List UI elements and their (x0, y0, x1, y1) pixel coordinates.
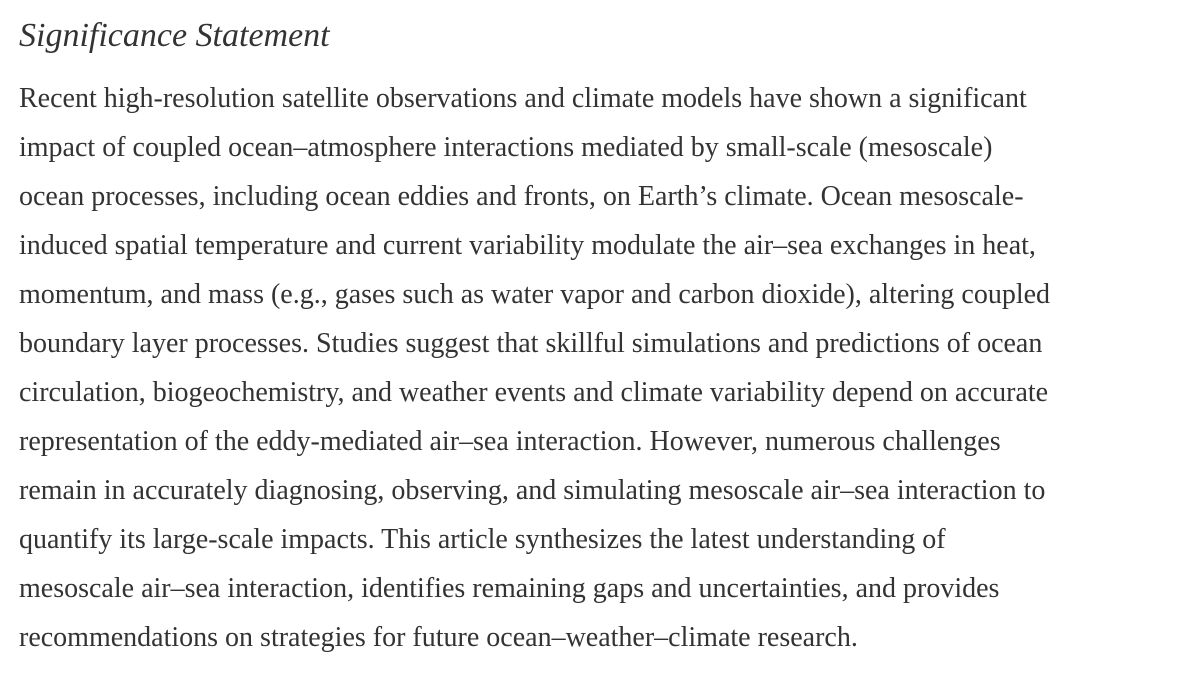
paragraph-line: momentum, and mass (e.g., gases such as water vapor and carbon dioxide), altering coupled (19, 279, 1051, 310)
significance-paragraph (19, 74, 1181, 662)
paragraph-line: boundary layer processes. Studies suggest that skillful simulations and predictions of ocean (19, 328, 1043, 359)
paragraph-line: impact of coupled ocean–atmosphere interactions mediated by small-scale (mesoscale) (19, 132, 993, 163)
significance-statement-section (19, 14, 1181, 662)
paragraph-line: quantify its large-scale impacts. This article synthesizes the latest understanding of (19, 524, 946, 555)
paragraph-line: induced spatial temperature and current variability modulate the air–sea exchanges in heat, (19, 230, 1036, 261)
paragraph-line: Recent high-resolution satellite observations and climate models have shown a significant (19, 83, 1027, 114)
section-heading: Significance Statement (19, 17, 330, 54)
paragraph-line: recommendations on strategies for future ocean–weather–climate research. (19, 622, 858, 653)
paragraph-line: circulation, biogeochemistry, and weather events and climate variability depend on accurate (19, 377, 1049, 408)
paragraph-line: ocean processes, including ocean eddies and fronts, on Earth’s climate. Ocean mesoscale- (19, 181, 1024, 212)
paragraph-line: representation of the eddy-mediated air–sea interaction. However, numerous challenges (19, 426, 1001, 457)
paragraph-line: remain in accurately diagnosing, observing, and simulating mesoscale air–sea interaction to (19, 475, 1046, 506)
paragraph-line: mesoscale air–sea interaction, identifies remaining gaps and uncertainties, and provides (19, 573, 1000, 604)
